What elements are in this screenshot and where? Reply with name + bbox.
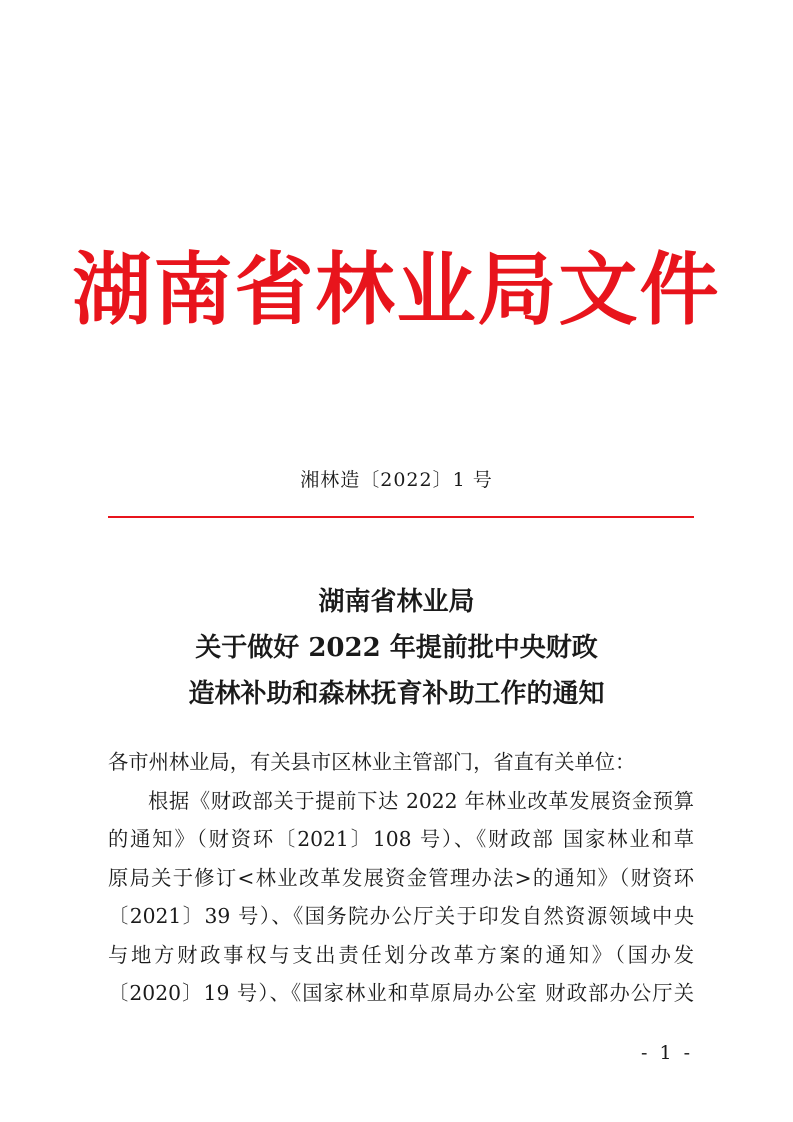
red-divider-line (108, 516, 694, 518)
page-number: - 1 - (640, 1042, 693, 1064)
notice-title-line: 湖南省林业局 (318, 587, 475, 617)
body-line: 与地方财政事权与支出责任划分改革方案的通知》（国办发 (108, 942, 694, 967)
body-line: 〔2020〕19 号）、《国家林业和草原局办公室 财政部办公厅关 (108, 981, 694, 1005)
salutation-line: 各市州林业局，有关县市区林业主管部门，省直有关单位： (108, 750, 636, 774)
issuer-title: 湖南省林业局文件 (72, 243, 721, 336)
body-line: 的通知》（财资环〔2021〕108 号）、《财政部 国家林业和草 (108, 827, 694, 851)
notice-title-line: 造林补助和森林抚育补助工作的通知 (188, 679, 605, 709)
body-line: 根据《财政部关于提前下达 2022 年林业改革发展资金预算 (148, 788, 694, 813)
document-number: 湘林造〔2022〕1 号 (300, 469, 493, 491)
body-line: 原局关于修订<林业改革发展资金管理办法>的通知》（财资环 (108, 865, 694, 890)
notice-title-line: 关于做好 2022 年提前批中央财政 (195, 633, 598, 663)
body-line: 〔2021〕39 号）、《国务院办公厅关于印发自然资源领域中央 (108, 904, 694, 928)
notice-title (0, 579, 793, 717)
notice-body (108, 743, 694, 1013)
